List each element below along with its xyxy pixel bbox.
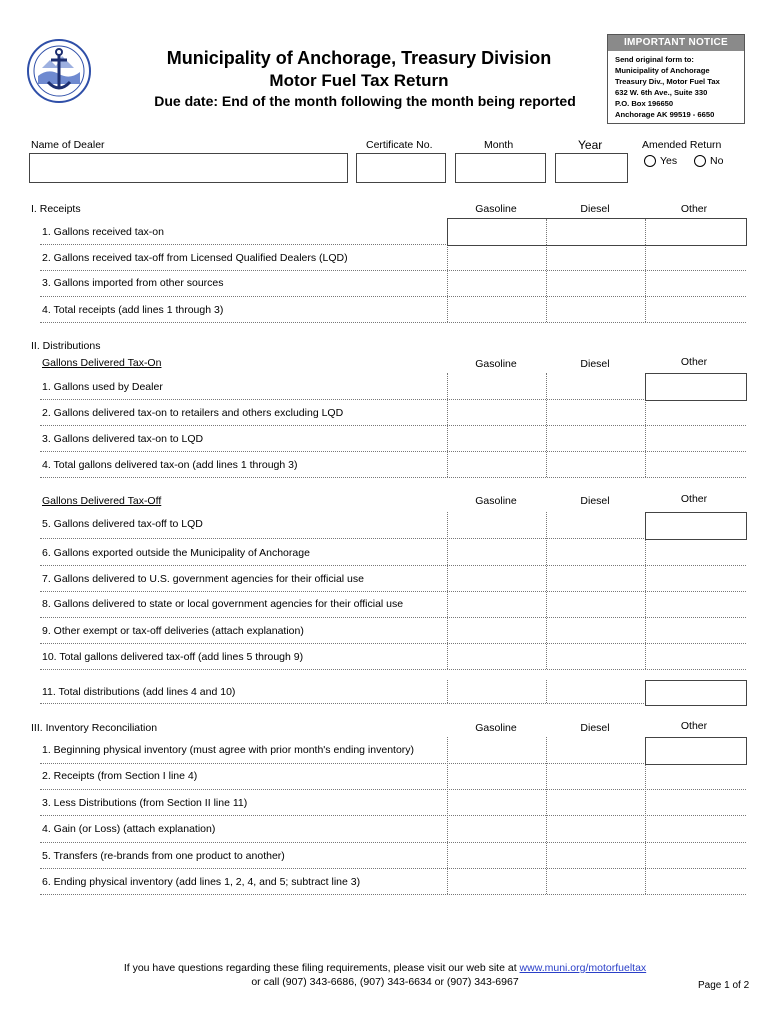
col-diesel: Diesel [580,495,610,507]
divider [40,565,746,566]
divider [40,669,746,670]
section-inventory-title: III. Inventory Reconciliation [31,722,158,734]
taxon-line-1: 1. Gallons used by Dealer [42,381,163,393]
divider [40,591,746,592]
divider [40,425,746,426]
divider [40,477,746,478]
website-link[interactable]: www.muni.org/motorfueltax [519,962,647,974]
divider [40,703,746,704]
divider [40,643,746,644]
receipts-line-3: 3. Gallons imported from other sources [42,277,224,289]
notice-line: 632 W. 6th Ave., Suite 330 [615,88,708,97]
taxoff-line5-other-input[interactable] [645,512,747,540]
section-receipts-title: I. Receipts [31,203,81,215]
taxon-line-3: 3. Gallons delivered tax-on to LQD [42,433,204,445]
certificate-input[interactable] [356,153,446,183]
taxon-line-2: 2. Gallons delivered tax-on to retailers and others excluding LQD [42,407,344,419]
col-other: Other [680,720,708,732]
col-diesel: Diesel [580,358,610,370]
taxoff-line-6: 6. Gallons exported outside the Municipality of Anchorage [42,547,310,559]
divider [447,512,448,669]
inventory-line-1: 1. Beginning physical inventory (must agree with prior month's ending inventory) [42,744,415,756]
form-title: Motor Fuel Tax Return [269,71,449,90]
notice-line: Municipality of Anchorage [615,66,710,75]
divider [546,737,547,894]
divider [40,842,746,843]
divider [546,373,547,477]
taxoff-line-9: 9. Other exempt or tax-off deliveries (attach explanation) [42,625,304,637]
due-date: Due date: End of the month following the month being reported [154,93,576,109]
month-input[interactable] [455,153,546,183]
footer-phone-line: or call (907) 343-6686, (907) 343-6634 or (907) 343-6967 [251,976,519,988]
col-gasoline: Gasoline [475,203,517,215]
taxoff-line-8: 8. Gallons delivered to state or local government agencies for their official use [42,598,404,610]
org-title: Municipality of Anchorage, Treasury Division [166,48,552,68]
notice-line: Anchorage AK 99519 - 6650 [615,110,715,119]
month-label: Month [484,139,514,151]
divider [40,763,746,764]
col-other: Other [680,493,708,505]
inventory-line-2: 2. Receipts (from Section I line 4) [42,770,198,782]
amended-label: Amended Return [642,139,722,151]
divider [40,270,746,271]
divider [40,399,746,400]
notice-line: P.O. Box 196650 [615,99,674,108]
notice-address [608,51,744,120]
inventory-line-5: 5. Transfers (re-brands from one product to another) [42,850,285,862]
amended-yes-option[interactable] [644,155,677,167]
col-diesel: Diesel [580,722,610,734]
divider [645,219,646,245]
divider [546,512,547,669]
receipts-line1-inputs[interactable] [447,218,747,246]
col-gasoline: Gasoline [475,722,517,734]
notice-heading: IMPORTANT NOTICE [608,35,744,51]
page-number: Page 1 of 2 [698,980,750,991]
footer-help-line [0,962,770,974]
line11-other-input[interactable] [645,680,747,706]
inventory-line-6: 6. Ending physical inventory (add lines 1, 2, 4, and 5; subtract line 3) [42,876,361,888]
divider [40,815,746,816]
taxon-line1-other-input[interactable] [645,373,747,401]
dealer-name-input[interactable] [29,153,348,183]
notice-line: Send original form to: [615,55,694,64]
receipts-line-1: 1. Gallons received tax-on [42,226,164,238]
col-other: Other [680,203,708,215]
yes-label: Yes [660,155,678,167]
divider [40,617,746,618]
divider [40,789,746,790]
amended-no-option[interactable] [694,155,723,167]
inventory-line1-other-input[interactable] [645,737,747,765]
radio-yes[interactable] [644,155,656,167]
receipts-line-2: 2. Gallons received tax-off from Licensed Qualified Dealers (LQD) [42,252,348,264]
taxoff-line-7: 7. Gallons delivered to U.S. government agencies for their official use [42,573,364,585]
divider [40,296,746,297]
divider [40,538,746,539]
total-distributions-line-11: 11. Total distributions (add lines 4 and 10) [42,686,236,698]
year-label: Year [578,138,603,152]
section-distributions-title: II. Distributions [31,340,101,352]
divider [40,868,746,869]
footer-help-text: If you have questions regarding these filing requirements, please visit our web site at [123,962,520,974]
col-other: Other [680,356,708,368]
receipts-line-4: 4. Total receipts (add lines 1 through 3) [42,304,224,316]
subhead-tax-on: Gallons Delivered Tax-On [42,357,162,369]
inventory-line-3: 3. Less Distributions (from Section II line 11) [42,797,248,809]
divider [40,894,746,895]
notice-line: Treasury Div., Motor Fuel Tax [615,77,720,86]
certificate-label: Certificate No. [366,139,433,151]
divider [546,680,547,703]
divider [40,322,746,323]
important-notice-box [607,34,745,124]
year-input[interactable] [555,153,628,183]
col-diesel: Diesel [580,203,610,215]
divider [447,680,448,703]
taxoff-line-5: 5. Gallons delivered tax-off to LQD [42,518,203,530]
divider [40,451,746,452]
inventory-line-4: 4. Gain (or Loss) (attach explanation) [42,823,216,835]
taxoff-line-10: 10. Total gallons delivered tax-off (add lines 5 through 9) [42,651,304,663]
dealer-label: Name of Dealer [31,139,105,151]
radio-no[interactable] [694,155,706,167]
col-gasoline: Gasoline [475,495,517,507]
subhead-tax-off: Gallons Delivered Tax-Off [42,495,162,507]
no-label: No [710,155,724,167]
divider [447,737,448,894]
taxon-line-4: 4. Total gallons delivered tax-on (add lines 1 through 3) [42,459,298,471]
divider [447,373,448,477]
col-gasoline: Gasoline [475,358,517,370]
divider [546,219,547,245]
